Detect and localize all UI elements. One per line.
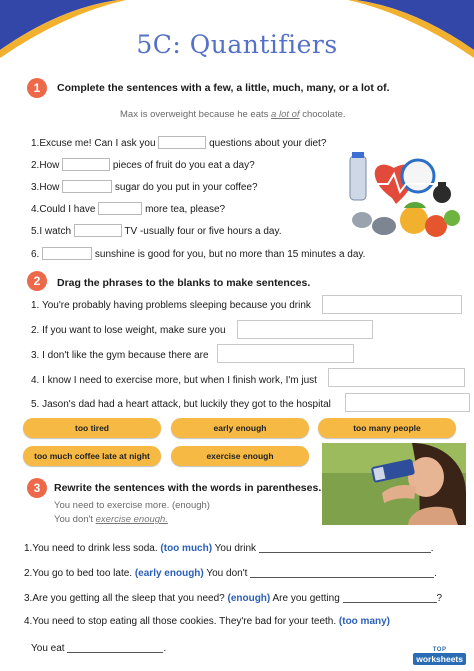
item-text: Could I have xyxy=(39,204,96,215)
drop-zone-2[interactable] xyxy=(237,320,373,339)
item-text: How xyxy=(39,182,60,193)
answer-blank[interactable] xyxy=(158,136,206,149)
phrase-chip-too-tired[interactable]: too tired xyxy=(23,418,161,438)
s2-item-1 xyxy=(31,300,311,311)
s1-item-3 xyxy=(31,180,258,193)
hint: (too many) xyxy=(338,616,391,627)
answer-start: You don't xyxy=(206,568,248,579)
drop-zone-4[interactable] xyxy=(328,368,465,387)
example-text: You don't xyxy=(54,514,93,525)
answer-end: ? xyxy=(436,593,443,604)
section-2-instruction: Drag the phrases to the blanks to make sentences. xyxy=(57,277,311,289)
item-text: You go to bed too late. xyxy=(32,568,133,579)
drop-zone-5[interactable] xyxy=(345,393,470,412)
hint: (early enough) xyxy=(134,568,204,579)
example-text: Max is overweight because he eats xyxy=(120,109,269,120)
section-3-instruction: Rewrite the sentences with the words in parentheses. xyxy=(54,482,322,494)
item-text: I watch xyxy=(39,226,72,237)
item-number: 4. xyxy=(24,616,33,627)
section-3-example-answer xyxy=(54,514,168,525)
item-text: You need to drink less soda. xyxy=(32,543,158,554)
s3-item-4 xyxy=(24,616,390,627)
answer-line[interactable] xyxy=(259,541,431,553)
s3-item-2 xyxy=(24,566,437,579)
item-text: questions about your diet? xyxy=(209,138,327,149)
section-3-badge: 3 xyxy=(27,478,47,498)
answer-end: . xyxy=(163,643,167,654)
item-text: If you want to lose weight, make sure you xyxy=(42,325,226,336)
item-text: sugar do you put in your coffee? xyxy=(114,182,258,193)
page-title: 5C: Quantifiers xyxy=(136,30,338,59)
s2-item-2 xyxy=(31,325,226,336)
s1-item-1 xyxy=(31,136,326,149)
example-text-end: chocolate. xyxy=(302,109,346,120)
item-text: Excuse me! Can I ask you xyxy=(39,138,156,149)
s1-item-5 xyxy=(31,224,282,237)
answer-blank[interactable] xyxy=(62,158,110,171)
item-text: Are you getting all the sleep that you need? xyxy=(32,593,225,604)
item-text: TV -usually four or five hours a day. xyxy=(124,226,282,237)
logo-top: TOP xyxy=(432,647,447,653)
hint: (too much) xyxy=(160,543,213,554)
item-text: sunshine is good for you, but no more than 15 minutes a day. xyxy=(94,249,366,260)
s3-item-1 xyxy=(24,541,434,554)
answer-blank[interactable] xyxy=(62,180,112,193)
item-number: 4. xyxy=(31,204,40,215)
item-text: more tea, please? xyxy=(145,204,226,215)
drop-zone-3[interactable] xyxy=(217,344,354,363)
answer-line[interactable] xyxy=(67,641,163,653)
phrase-chip-too-much-coffee[interactable]: too much coffee late at night xyxy=(23,446,161,466)
section-1-instruction: Complete the sentences with a few, a little, much, many, or a lot of. xyxy=(57,82,390,94)
answer-line[interactable] xyxy=(250,566,434,578)
item-text: pieces of fruit do you eat a day? xyxy=(112,160,255,171)
drop-zone-1[interactable] xyxy=(322,295,462,314)
item-number: 2. xyxy=(31,325,40,336)
item-text: I know I need to exercise more, but when I finish work, I'm just xyxy=(42,375,317,386)
item-text: How xyxy=(39,160,60,171)
item-number: 5. xyxy=(31,226,40,237)
s3-item-4-answer xyxy=(31,641,166,654)
answer-end: . xyxy=(430,543,434,554)
section-1-badge: 1 xyxy=(27,78,47,98)
section-2-badge: 2 xyxy=(27,271,47,291)
hint: (enough) xyxy=(227,593,271,604)
item-number: 1. xyxy=(31,138,40,149)
item-number: 3. xyxy=(31,182,40,193)
item-number: 1. xyxy=(24,543,33,554)
item-number: 3. xyxy=(24,593,33,604)
phrase-chip-too-many-people[interactable]: too many people xyxy=(318,418,456,438)
item-number: 6. xyxy=(31,249,40,260)
answer-blank[interactable] xyxy=(98,202,142,215)
item-number: 1. xyxy=(31,300,40,311)
item-text: You need to stop eating all those cookies. They're bad for your teeth. xyxy=(32,616,337,627)
woman-drinking-soda-photo xyxy=(322,443,466,525)
s1-item-6 xyxy=(31,247,365,260)
answer-line[interactable] xyxy=(343,591,437,603)
item-number: 2. xyxy=(24,568,33,579)
section-3-example-question: You need to exercise more. (enough) xyxy=(54,500,210,511)
answer-start: Are you getting xyxy=(272,593,340,604)
example-answer: a lot of xyxy=(271,109,300,120)
example-answer: exercise enough. xyxy=(95,514,168,525)
item-text: You're probably having problems sleeping because you drink xyxy=(41,300,311,311)
topworksheets-logo xyxy=(413,647,466,665)
item-number: 5. xyxy=(31,399,40,410)
answer-start: You eat xyxy=(31,643,65,654)
s2-item-4 xyxy=(31,375,317,386)
section-1-example xyxy=(120,109,346,120)
phrase-chip-exercise-enough[interactable]: exercise enough xyxy=(171,446,309,466)
item-text: I don't like the gym because there are xyxy=(42,350,209,361)
item-number: 2. xyxy=(31,160,40,171)
s3-item-3 xyxy=(24,591,442,604)
logo-brand: worksheets xyxy=(413,653,466,665)
answer-blank[interactable] xyxy=(74,224,122,237)
answer-blank[interactable] xyxy=(42,247,92,260)
answer-end: . xyxy=(434,568,437,579)
s1-item-4 xyxy=(31,202,225,215)
s2-item-5 xyxy=(31,399,331,410)
item-number: 4. xyxy=(31,375,40,386)
answer-start: You drink xyxy=(214,543,256,554)
phrase-chip-early-enough[interactable]: early enough xyxy=(171,418,309,438)
s1-item-2 xyxy=(31,158,255,171)
item-text: Jason's dad had a heart attack, but luckily they got to the hospital xyxy=(42,399,331,410)
health-fitness-illustration xyxy=(344,148,466,240)
s2-item-3 xyxy=(31,350,209,361)
item-number: 3. xyxy=(31,350,40,361)
